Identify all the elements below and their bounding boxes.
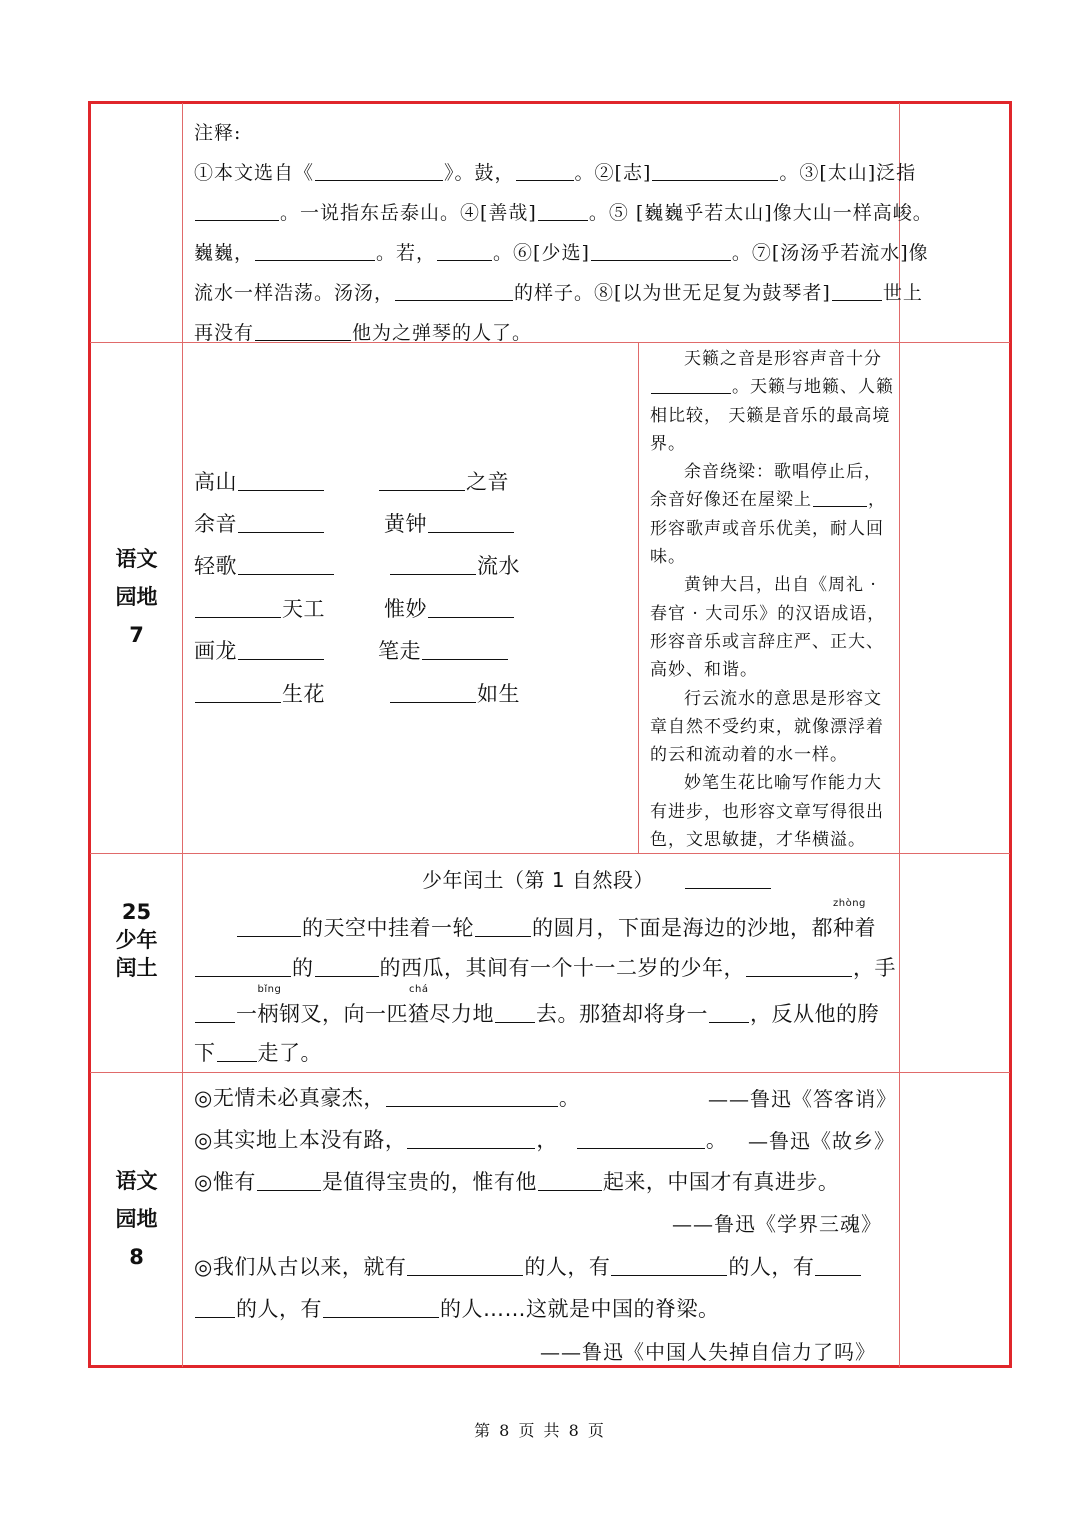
blank-field[interactable] (651, 392, 731, 394)
blank-field[interactable] (238, 658, 324, 660)
notes-line-1: ①本文选自《 》。鼓， 。②[志] 。③[太山]泛指 (194, 162, 917, 184)
passage-line-2: 的 的西瓜，其间有一个十一二岁的少年， ，手 (194, 952, 896, 982)
note-huangzhong: 黄钟大吕，出自《周礼 ·春官 · 大司乐》的汉语成语，形容音乐或言辞庄严、正大、高妙、和谐。 (650, 575, 886, 681)
note-miaobi: 妙笔生花比喻写作能力大有进步，也形容文章写得很出色，文思敏捷，才华横溢。 (650, 773, 884, 851)
quote-2: ◎其实地上本没有路， ， 。 (194, 1128, 728, 1152)
idiom-left-2: 余音 (194, 508, 325, 538)
quote-4-source: ——鲁迅《中国人失掉自信力了吗》 (540, 1340, 876, 1364)
blank-field[interactable] (195, 616, 281, 618)
passage-line-1: 的天空中挂着一轮 的圆月，下面是海边的沙地，都 zhòng 种着 (236, 912, 876, 942)
note-tianlai: 天籁之音是形容声音十分。天籁与地籁、人籁相比较， 天籁是音乐的最高境界。 (650, 349, 894, 454)
blank-field[interactable] (422, 658, 508, 660)
idiom-right-3: 流水 (389, 550, 520, 580)
blank-field[interactable] (323, 1316, 439, 1318)
blank-field[interactable] (195, 975, 291, 977)
passage-line-3: 一 bǐng 柄钢叉，向一匹 chá 猹尽力地 去。那猹却将身一 ，反从他的胯 (194, 998, 879, 1028)
quote-1-source: ——鲁迅《答客诮》 (708, 1087, 897, 1111)
pinyin-zhong: zhòng 种 (833, 898, 866, 940)
blank-field[interactable] (255, 339, 351, 341)
blank-field[interactable] (709, 1021, 749, 1023)
blank-field[interactable] (538, 219, 588, 221)
notes-line-4: 流水一样浩荡。汤汤， 的样子。⑧[以为世无足复为鼓琴者] 世上 (194, 282, 923, 304)
idiom-right-2: 黄钟 (384, 508, 515, 538)
idiom-left-5: 画龙 (194, 635, 325, 665)
section-label-lesson-25: 25 少年 闰土 (115, 900, 158, 980)
blank-field[interactable] (195, 701, 281, 703)
blank-field[interactable] (437, 259, 492, 261)
idiom-left-6: 生花 (194, 678, 325, 708)
blank-field[interactable] (195, 1021, 235, 1023)
page-footer: 第 8 页 共 8 页 (474, 1421, 606, 1440)
section-label-yuwen-7: 语文 园地 7 (115, 547, 158, 647)
notes-line-3: 巍巍， 。若， 。⑥[少选] 。⑦[汤汤乎若流水]像 (194, 242, 929, 264)
quote-4-line-2: 的人，有 的人……这就是中国的脊梁。 (194, 1293, 720, 1323)
blank-field[interactable] (195, 219, 279, 221)
idiom-right-1: 之音 (378, 466, 509, 496)
row-divider (90, 1072, 1010, 1073)
blank-field[interactable] (813, 505, 867, 507)
blank-field[interactable] (238, 531, 324, 533)
blank-field[interactable] (238, 573, 334, 575)
blank-field[interactable] (832, 299, 882, 301)
notes-title: 注释: (194, 122, 242, 144)
blank-field[interactable] (475, 935, 531, 937)
notes-line-2: 。一说指东岳泰山。④[善哉] 。⑤ [巍巍乎若太山]像大山一样高峻。 (194, 198, 933, 225)
blank-field[interactable] (516, 179, 574, 181)
blank-field[interactable] (428, 616, 514, 618)
blank-field[interactable] (428, 531, 514, 533)
idiom-right-6: 如生 (389, 678, 520, 708)
note-yuyin: 余音绕梁：歌唱停止后，余音好像还在屋梁上 ，形容歌声或音乐优美，耐人回味。 (650, 462, 886, 568)
idiom-left-4: 天工 (194, 593, 325, 623)
blank-field[interactable] (685, 887, 771, 889)
passage-title: 少年闰土（第 1 自然段） (422, 864, 772, 893)
blank-field[interactable] (217, 1060, 257, 1062)
notes-line-5: 再没有 他为之弹琴的人了。 (194, 322, 533, 344)
blank-field[interactable] (237, 935, 301, 937)
quote-2-source: —鲁迅《故乡》 (748, 1129, 895, 1153)
quote-4-line-1: ◎我们从古以来，就有 的人，有 的人，有 (194, 1251, 862, 1281)
quote-3: ◎惟有 是值得宝贵的，惟有他 起来，中国才有真进步。 (194, 1170, 840, 1194)
blank-field[interactable] (257, 1189, 321, 1191)
passage-line-4: 下 走了。 (194, 1041, 322, 1065)
blank-field[interactable] (195, 1316, 235, 1318)
blank-field[interactable] (591, 259, 731, 261)
blank-field[interactable] (238, 489, 324, 491)
notes-divider (638, 343, 639, 853)
pinyin-cha: chá 猹 (408, 984, 430, 1026)
column-divider-left (182, 103, 183, 1367)
note-xingyun: 行云流水的意思是形容文章自然不受约束，就像漂浮着的云和流动着的水一样。 (650, 688, 884, 766)
quote-1: ◎无情未必真豪杰， 。 (194, 1086, 581, 1110)
blank-field[interactable] (315, 975, 379, 977)
idiom-left-3: 轻歌 (194, 550, 335, 580)
pinyin-bing: bǐng 柄 (257, 984, 282, 1026)
blank-field[interactable] (815, 1274, 861, 1276)
blank-field[interactable] (407, 1147, 535, 1149)
section-label-yuwen-8: 语文 园地 8 (115, 1169, 158, 1269)
idiom-right-5: 笔走 (378, 635, 509, 665)
blank-field[interactable] (395, 299, 513, 301)
blank-field[interactable] (611, 1274, 727, 1276)
blank-field[interactable] (386, 1105, 558, 1107)
blank-field[interactable] (379, 489, 465, 491)
blank-field[interactable] (390, 573, 476, 575)
blank-field[interactable] (390, 701, 476, 703)
idiom-left-1: 高山 (194, 466, 325, 496)
idiom-right-4: 惟妙 (384, 593, 515, 623)
blank-field[interactable] (255, 259, 375, 261)
blank-field[interactable] (315, 179, 443, 181)
blank-field[interactable] (538, 1189, 602, 1191)
idiom-notes (650, 345, 894, 854)
blank-field[interactable] (495, 1021, 535, 1023)
quote-3-source: ——鲁迅《学界三魂》 (672, 1212, 882, 1236)
blank-field[interactable] (577, 1147, 705, 1149)
blank-field[interactable] (407, 1274, 523, 1276)
blank-field[interactable] (746, 975, 852, 977)
blank-field[interactable] (652, 179, 778, 181)
